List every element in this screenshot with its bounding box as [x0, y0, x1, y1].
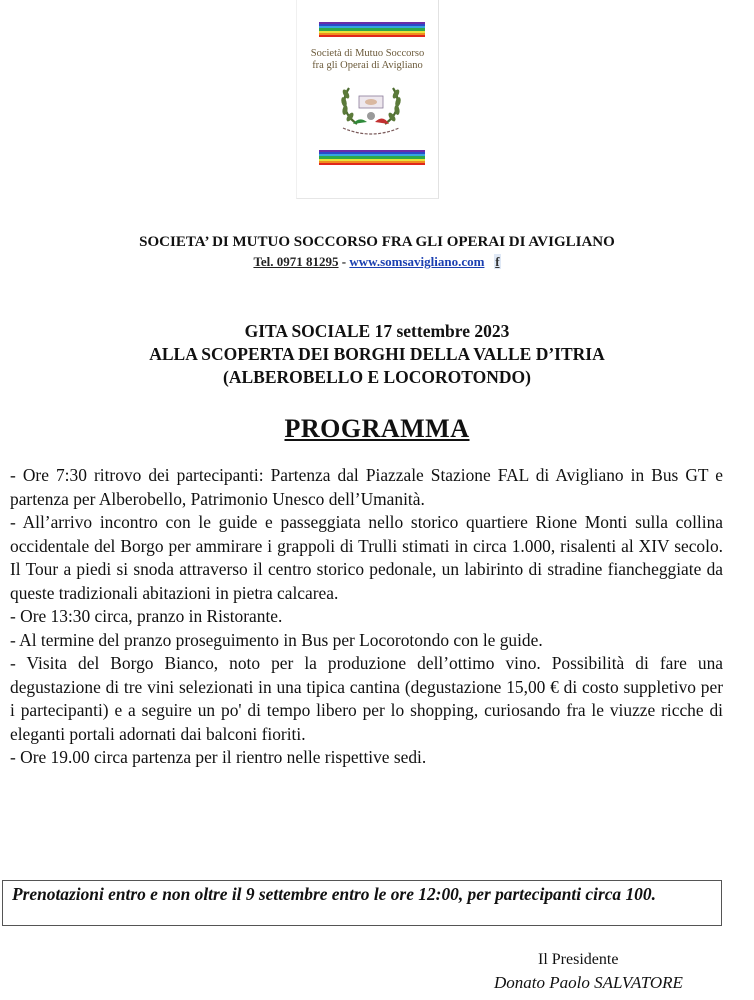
logo-line-1: Società di Mutuo Soccorso — [310, 48, 425, 59]
program-item: - Ore 19.00 circa partenza per il rientro nelle rispettive sedi. — [10, 747, 427, 767]
program-item: - Al termine del pranzo proseguimento in Bus per Locorotondo con le guide. — [10, 629, 543, 650]
laurel-emblem-icon — [335, 80, 407, 140]
rainbow-stripe-bottom — [319, 150, 425, 163]
trip-destinations: (ALBEROBELLO E LOCOROTONDO) — [223, 367, 531, 387]
website-link[interactable]: www.somsavigliano.com — [349, 254, 485, 269]
organization-name: SOCIETA’ DI MUTUO SOCCORSO FRA GLI OPERAI DI AVIGLIANO — [139, 234, 615, 250]
booking-notice: Prenotazioni entro e non oltre il 9 settembre entro le ore 12:00, per partecipanti circa 100. — [2, 880, 722, 926]
program-item: - Visita del Borgo Bianco, noto per la produzione dell’ottimo vino. Possibilità di fare una degustazione di tre vini selezionati in una tipica cantina (degustazione 15,00 € di costo suppletivo per i partecipanti) e a seguire un po' di tempo libero per lo shopping, curiosando fra le viuzze ricche di eleganti portali adornati dai balconi fioriti. — [10, 653, 723, 744]
telephone: Tel. 0971 81295 — [253, 254, 339, 269]
rainbow-band — [319, 35, 425, 37]
trip-title: GITA SOCIALE 17 settembre 2023 — [244, 321, 510, 341]
society-logo — [296, 0, 439, 199]
rainbow-stripe-top — [319, 22, 425, 35]
trip-subtitle: ALLA SCOPERTA DEI BORGHI DELLA VALLE D’ITRIA — [149, 344, 605, 364]
program-list — [10, 464, 723, 770]
rainbow-band — [319, 163, 425, 165]
contact-separator: - — [338, 254, 350, 269]
contact-line — [0, 254, 754, 270]
signature-name: Donato Paolo SALVATORE — [494, 973, 683, 992]
program-item: - Ore 13:30 circa, pranzo in Ristorante. — [10, 606, 283, 626]
trip-heading — [0, 320, 754, 389]
logo-text — [297, 48, 438, 72]
signature-title: Il Presidente — [538, 951, 619, 968]
logo-line-2: fra gli Operai di Avigliano — [312, 60, 423, 71]
programma-title: PROGRAMMA — [284, 414, 470, 443]
program-item: - All’arrivo incontro con le guide e passeggiata nello storico quartiere Rione Monti sulla collina occidentale del Borgo per ammirare i grappoli di Trulli stimati in circa 1.000, risalenti al XIV secolo. Il Tour a piedi si snoda attraverso il centro storico pedonale, un labirinto di stradine fiancheggiate da queste tradizionali abitazioni in pietra calcarea. — [10, 512, 723, 603]
program-item: - Ore 7:30 ritrovo dei partecipanti: Partenza dal Piazzale Stazione FAL di Avigliano in Bus GT e partenza per Alberobello, Patrimonio Unesco dell’Umanità. — [10, 465, 723, 509]
facebook-icon[interactable]: f — [495, 254, 500, 269]
